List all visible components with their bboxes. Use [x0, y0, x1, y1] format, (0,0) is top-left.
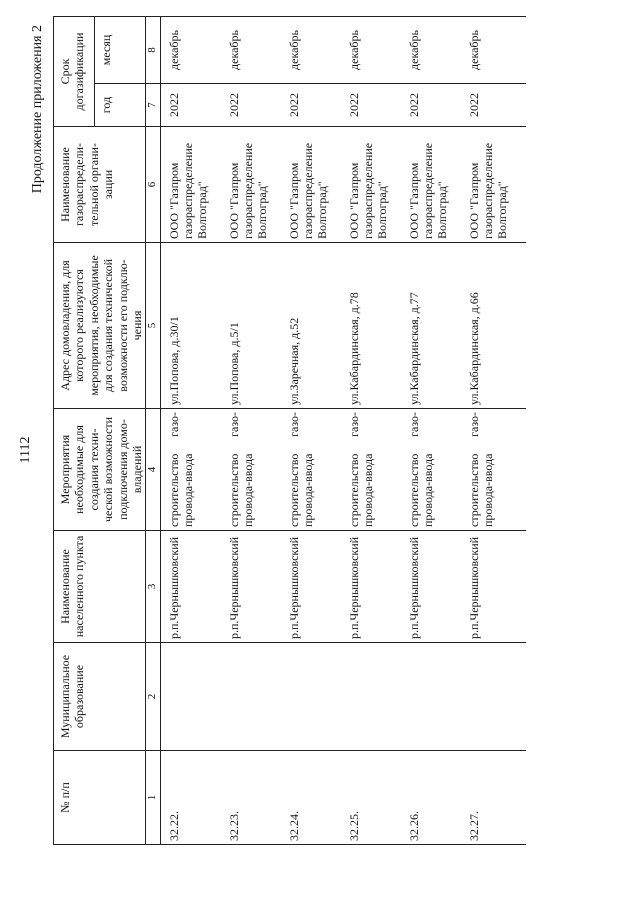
header-gas-org: Наименование газораспредели-тельной органи-зации [54, 127, 146, 243]
municipality-cell [406, 643, 466, 751]
settlement-cell: р.п.Чернышковский [406, 531, 466, 643]
gas-org-cell: ООО "Газпром газораспределение Волгоград" [406, 127, 466, 243]
row-number: 32.23. [226, 751, 286, 845]
year-cell: 2022 [160, 84, 226, 127]
address-cell: ул.Кабардинская, д.66 [466, 243, 526, 409]
row-number: 32.24. [286, 751, 346, 845]
header-settlement: Наименование населенного пункта [54, 531, 146, 643]
year-cell: 2022 [286, 84, 346, 127]
table-header [54, 16, 161, 844]
gas-org-cell: ООО "Газпром газораспределение Волгоград" [160, 127, 226, 243]
month-cell: декабрь [286, 16, 346, 83]
column-number: 4 [146, 409, 160, 531]
table-row [226, 16, 286, 844]
month-cell: декабрь [226, 16, 286, 83]
address-cell: ул.Заречная, д.52 [286, 243, 346, 409]
works-cell: строительство газо-провода-ввода [466, 409, 526, 531]
table-body [160, 16, 526, 844]
header-month: месяц [94, 16, 146, 83]
table-row [466, 16, 526, 844]
column-number: 8 [146, 16, 160, 83]
row-number: 32.26. [406, 751, 466, 845]
year-cell: 2022 [346, 84, 406, 127]
address-cell: ул.Попова, д.5/1 [226, 243, 286, 409]
appendix-continuation-note: Продолжение приложения 2 [30, 25, 45, 194]
municipality-cell [466, 643, 526, 751]
year-cell: 2022 [466, 84, 526, 127]
year-cell: 2022 [226, 84, 286, 127]
row-number: 32.22. [160, 751, 226, 845]
column-number: 1 [146, 751, 160, 845]
month-cell: декабрь [160, 16, 226, 83]
settlement-cell: р.п.Чернышковский [466, 531, 526, 643]
header-num: № п/п [54, 751, 146, 845]
gas-org-cell: ООО "Газпром газораспределение Волгоград" [226, 127, 286, 243]
works-cell: строительство газо-провода-ввода [160, 409, 226, 531]
table-row [160, 16, 226, 844]
page-number: 1112 [18, 436, 33, 464]
column-number: 5 [146, 243, 160, 409]
month-cell: декабрь [346, 16, 406, 83]
settlement-cell: р.п.Чернышковский [226, 531, 286, 643]
table-row [346, 16, 406, 844]
header-deadline: Срок догазификации [54, 16, 95, 126]
works-cell: строительство газо-провода-ввода [406, 409, 466, 531]
municipality-cell [160, 643, 226, 751]
table-row [406, 16, 466, 844]
row-number: 32.27. [466, 751, 526, 845]
header-municipality: Муниципальное образование [54, 643, 146, 751]
header-year: год [94, 84, 146, 127]
year-cell: 2022 [406, 84, 466, 127]
table-row [286, 16, 346, 844]
header-address: Адрес домовладения, для которого реализуются мероприятия, необходимые для создания технической возможности его подклю-чения [54, 243, 146, 409]
municipality-cell [286, 643, 346, 751]
works-cell: строительство газо-провода-ввода [286, 409, 346, 531]
gas-org-cell: ООО "Газпром газораспределение Волгоград" [346, 127, 406, 243]
settlement-cell: р.п.Чернышковский [160, 531, 226, 643]
column-number: 3 [146, 531, 160, 643]
works-cell: строительство газо-провода-ввода [346, 409, 406, 531]
gas-org-cell: ООО "Газпром газораспределение Волгоград" [286, 127, 346, 243]
municipality-cell [226, 643, 286, 751]
column-number: 6 [146, 127, 160, 243]
month-cell: декабрь [406, 16, 466, 83]
column-number: 7 [146, 84, 160, 127]
address-cell: ул.Кабардинская, д.77 [406, 243, 466, 409]
column-number-row [146, 16, 160, 844]
works-cell: строительство газо-провода-ввода [226, 409, 286, 531]
address-cell: ул.Кабардинская, д.78 [346, 243, 406, 409]
gasification-table [53, 16, 526, 845]
month-cell: декабрь [466, 16, 526, 83]
column-number: 2 [146, 643, 160, 751]
settlement-cell: р.п.Чернышковский [346, 531, 406, 643]
settlement-cell: р.п.Чернышковский [286, 531, 346, 643]
header-measures: Мероприятия необходимые для создания техни-ческой возможности подключения домо-владений [54, 409, 146, 531]
gas-org-cell: ООО "Газпром газораспределение Волгоград" [466, 127, 526, 243]
address-cell: ул.Попова, д.30/1 [160, 243, 226, 409]
row-number: 32.25. [346, 751, 406, 845]
municipality-cell [346, 643, 406, 751]
